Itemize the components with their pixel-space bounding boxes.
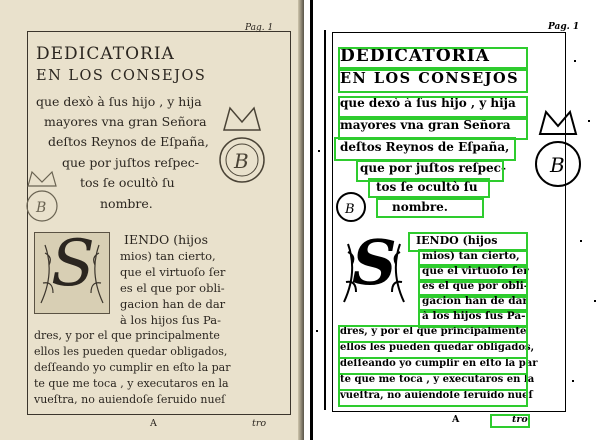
intro-line: que por juſtos reſpec-: [360, 161, 506, 175]
body-line: deſſeando yo cumplir en eſto la par: [340, 358, 538, 369]
intro-line: mayores vna gran Señora: [340, 118, 511, 132]
scan-edge: [310, 0, 313, 440]
page-number: Pag. 1: [245, 23, 274, 33]
heading-subtitle: EN LOS CONSEJOS: [36, 68, 207, 84]
body-line: vueſtra, no auiendoſe ſeruido nueſ: [34, 393, 226, 406]
noise-speck: [318, 150, 320, 152]
heading-title: DEDICATORIA: [36, 44, 175, 64]
noise-speck: [574, 60, 576, 62]
noise-speck: [594, 300, 596, 302]
body-line: te que me toca , y executaros en la: [34, 377, 229, 390]
body-line: vueſtra, no auiendoſe ſeruido nueſ: [340, 390, 533, 401]
intro-line: nombre.: [100, 196, 153, 211]
body-line: dres, y por el que principalmente: [340, 326, 527, 337]
seal-monogram: B: [345, 202, 355, 217]
detection-box: [338, 96, 528, 118]
seal-monogram: B: [36, 200, 47, 216]
intro-line: mayores vna gran Señora: [44, 114, 207, 129]
intro-line: nombre.: [392, 200, 448, 214]
noise-speck: [580, 240, 582, 242]
body-line: te que me toca , y executaros en la: [340, 374, 535, 385]
initial-line: gacion han de dar: [422, 295, 528, 307]
intro-line: que dexò à ſus hijo , y hija: [340, 96, 516, 110]
noise-speck: [572, 380, 574, 382]
initial-line: IENDO (hijos: [416, 234, 498, 247]
noise-speck: [588, 120, 590, 122]
initial-ornament: [338, 226, 410, 312]
intro-line: que por juſtos reſpec-: [62, 155, 200, 170]
detection-box: [338, 389, 528, 407]
crown-seal-icon: [212, 100, 272, 195]
footer-catchword: tro: [252, 418, 267, 429]
intro-line: deſtos Reynos de Eſpaña,: [48, 134, 209, 149]
detection-box: [368, 178, 490, 198]
initial-line: es el que por obli-: [422, 280, 529, 292]
heading-subtitle: EN LOS CONSEJOS: [340, 70, 520, 87]
intro-line: que dexò à ſus hijo , y hija: [36, 94, 202, 109]
footer-catchword: tro: [512, 414, 528, 425]
noise-speck: [316, 330, 318, 332]
initial-line: à los hijos ſus Pa-: [120, 313, 221, 327]
body-line: ellos les pueden quedar obligados,: [34, 345, 228, 358]
footer-signature: A: [150, 418, 157, 429]
footer-signature: A: [452, 414, 460, 425]
initial-line: gacion han de dar: [120, 297, 226, 311]
detection-box: [338, 47, 528, 69]
intro-line: tos ſe ocultò ſu: [80, 175, 175, 190]
detection-box: [376, 198, 484, 218]
initial-ornament: [34, 227, 110, 314]
seal-monogram: B: [550, 153, 565, 177]
initial-line: IENDO (hijos: [124, 232, 208, 247]
binarized-panel: [304, 0, 608, 440]
initial-line: que el virtuoſo ſer: [422, 265, 529, 277]
initial-line: mios) tan cierto,: [120, 249, 216, 263]
initial-line: que el virtuoſo ſer: [120, 265, 226, 279]
crown-seal-icon: [528, 104, 588, 199]
initial-letter: S: [352, 226, 397, 299]
seal-monogram: B: [234, 149, 249, 173]
body-line: ellos les pueden quedar obligados,: [340, 342, 535, 353]
detection-box: [338, 69, 528, 93]
intro-line: deſtos Reynos de Eſpaña,: [340, 140, 510, 154]
body-line: deſſeando yo cumplir en eſto la par: [34, 361, 231, 374]
page-number: Pag. 1: [548, 22, 580, 32]
detection-box: [490, 414, 530, 428]
heading-title: DEDICATORIA: [340, 46, 490, 66]
intro-line: tos ſe ocultò ſu: [376, 180, 478, 194]
detection-box: [334, 137, 516, 161]
body-line: dres, y por el que principalmente: [34, 329, 220, 342]
initial-line: à los hijos ſus Pa-: [422, 310, 526, 322]
crown-seal-icon: [20, 168, 64, 228]
initial-letter: S: [51, 227, 95, 301]
initial-line: mios) tan cierto,: [422, 250, 520, 262]
scan-edge: [324, 30, 326, 410]
initial-line: es el que por obli-: [120, 281, 225, 295]
crown-seal-icon: [334, 190, 368, 224]
